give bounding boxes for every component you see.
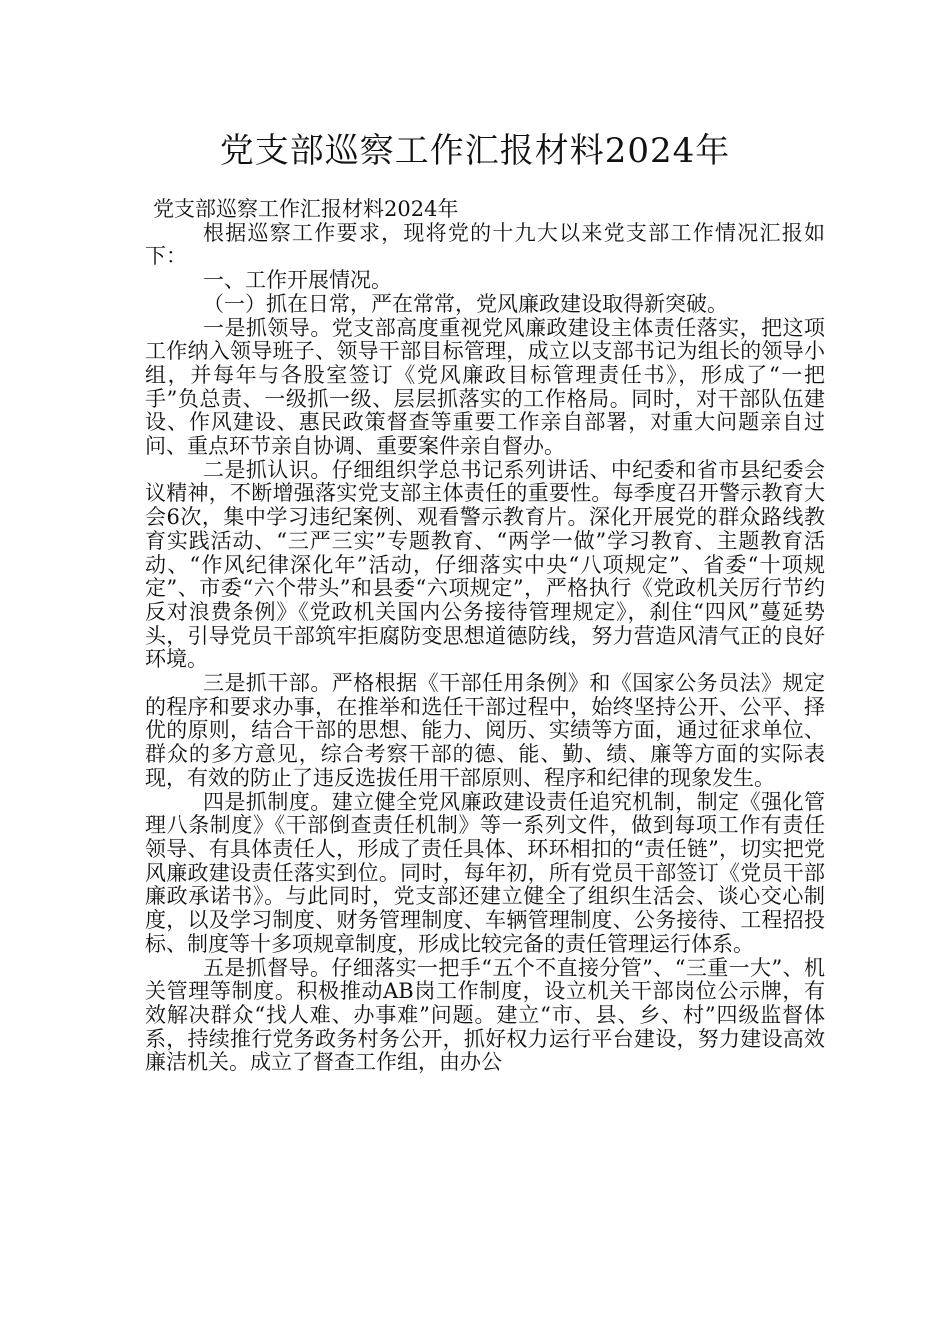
paragraph-awareness: 二是抓认识。仔细组织学总书记系列讲话、中纪委和省市县纪委会议精神，不断增强落实党支部主体责任的重要性。每季度召开警示教育大会6次，集中学习违纪案例、观看警示教育片。深化开展党的群众路线教育实践活动、“三严三实”专题教育、“两学一做”学习教育、主题教育活动、“作风纪律深化年”活动，仔细落实中央“八项规定”、省委“十项规定”、市委“六个带头”和县委“六项规定”，严格执行《党政机关厉行节约反对浪费条例》《党政机关国内公务接待管理规定》，刹住“四风”蔓延势头，引导党员干部筑牢拒腐防变思想道德防线，努力营造风清气正的良好环境。 xyxy=(145,457,825,672)
paragraph-systems: 四是抓制度。建立健全党风廉政建设责任追究机制，制定《强化管理八条制度》《干部倒查责任机制》等一系列文件，做到每项工作有责任领导、有具体责任人，形成了责任具体、环环相扣的“责任链”，切实把党风廉政建设责任落实到位。同时，每年初，所有党员干部签订《党员干部廉政承诺书》。与此同时，党支部还建立健全了组织生活会、谈心交心制度，以及学习制度、财务管理制度、车辆管理制度、公务接待、工程招投标、制度等十多项规章制度，形成比较完备的责任管理运行体系。 xyxy=(145,789,825,956)
document-subtitle: 党支部巡察工作汇报材料2024年 xyxy=(153,197,459,221)
section-heading-1: 一、工作开展情况。 xyxy=(203,268,392,293)
paragraph-supervision: 五是抓督导。仔细落实一把手“五个不直接分管”、“三重一大”、机关管理等制度。积极推动AB岗工作制度，设立机关干部岗位公示牌，有效解决群众“找人难、办事难”问题。建立“市、县、乡、村”四级监督体系，持续推行党务政务村务公开，抓好权力运行平台建设，努力建设高效廉洁机关。成立了督查工作组，由办公 xyxy=(145,955,825,1075)
document-body xyxy=(145,198,825,1075)
document-title: 党支部巡察工作汇报材料2024年 xyxy=(219,131,731,171)
subsection-heading-1: （一）抓在日常，严在常常，党风廉政建设取得新突破。 xyxy=(203,291,728,316)
paragraph-intro: 根据巡察工作要求，现将党的十九大以来党支部工作情况汇报如下： xyxy=(145,220,825,269)
paragraph-leadership: 一是抓领导。党支部高度重视党风廉政建设主体责任落实，把这项工作纳入领导班子、领导干部目标管理，成立以支部书记为组长的领导小组，并每年与各股室签订《党风廉政目标管理责任书》，形成了“一把手”负总责、一级抓一级、层层抓落实的工作格局。同时，对干部队伍建设、作风建设、惠民政策督查等重要工作亲自部署，对重大问题亲自过问、重点环节亲自协调、重要案件亲自督办。 xyxy=(145,315,825,459)
paragraph-cadres: 三是抓干部。严格根据《干部任用条例》和《国家公务员法》规定的程序和要求办事，在推举和选任干部过程中，始终坚持公开、公平、择优的原则，结合干部的思想、能力、阅历、实绩等方面，通过征求单位、群众的多方意见，综合考察干部的德、能、勤、绩、廉等方面的实际表现，有效的防止了违反选拔任用干部原则、程序和纪律的现象发生。 xyxy=(145,671,825,790)
